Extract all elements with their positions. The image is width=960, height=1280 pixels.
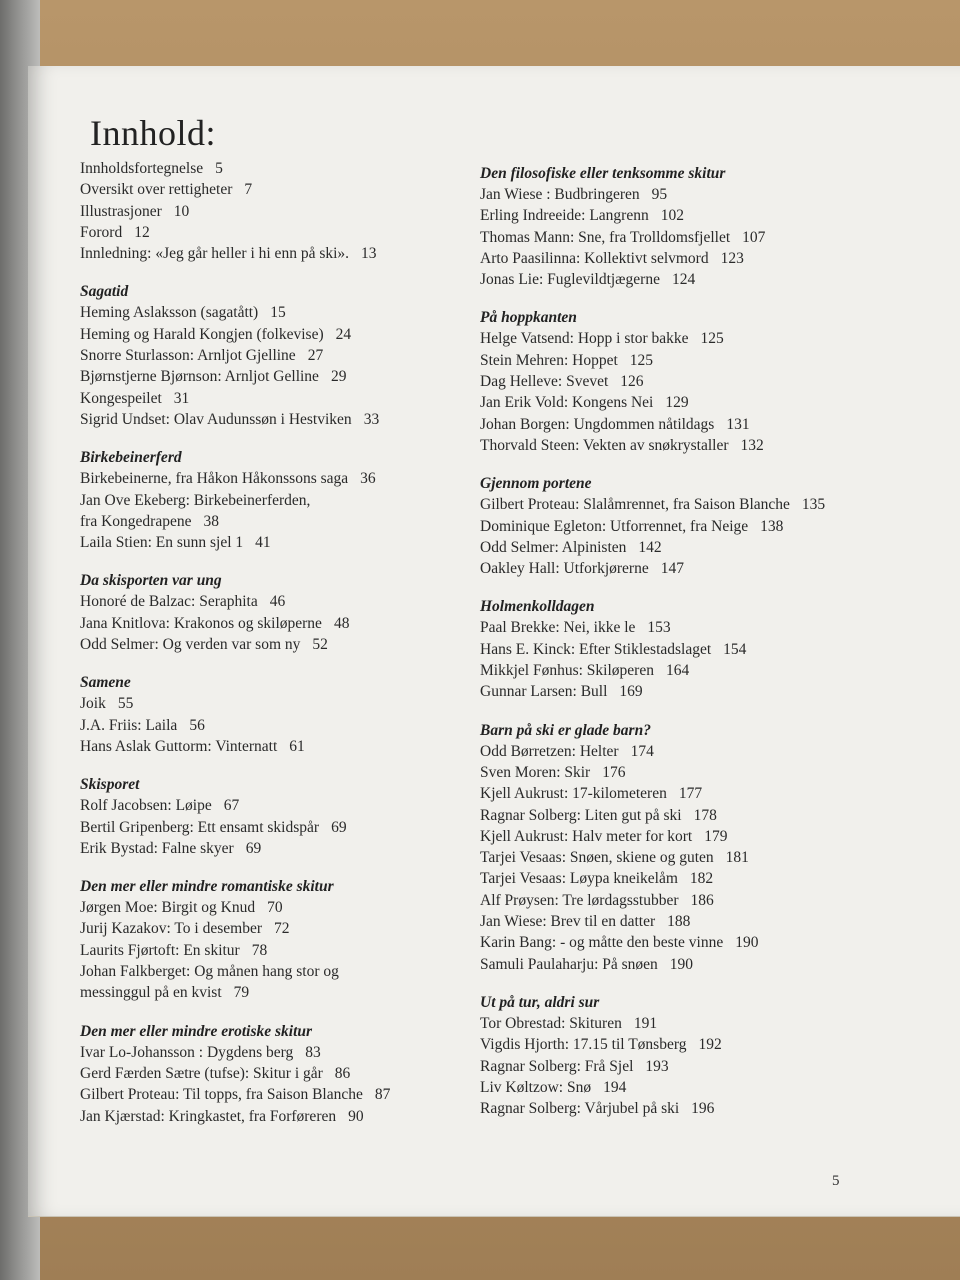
toc-section <box>80 672 450 757</box>
entry-title: Ivar Lo-Johansson : Dygdens berg <box>80 1043 294 1061</box>
entry-title: Tarjei Vesaas: Snøen, skiene og guten <box>480 849 714 867</box>
entry-title: Kjell Aukrust: 17-kilometeren <box>480 785 667 803</box>
entry-page-number: 38 <box>203 512 219 530</box>
entry-page-number: 24 <box>335 325 352 343</box>
entry-page-number: 90 <box>348 1107 364 1125</box>
entry-page-number: 153 <box>647 619 671 637</box>
section-heading: Barn på ski er glade barn? <box>480 721 651 739</box>
entry-title: messinggul på en kvist <box>80 984 222 1002</box>
toc-entry <box>80 838 450 859</box>
entry-page-number: 182 <box>689 870 714 888</box>
toc-entry <box>80 918 450 939</box>
entry-page-number: 190 <box>735 934 759 952</box>
entry-title: Heming og Harald Kongjen (folkevise) <box>80 325 324 343</box>
toc-section <box>80 281 450 430</box>
toc-entry <box>80 1106 450 1127</box>
toc-entry <box>80 324 450 345</box>
toc-right-column <box>480 163 880 1136</box>
toc-section <box>480 720 880 975</box>
toc-entry <box>480 558 880 579</box>
entry-page-number: 5 <box>215 160 223 177</box>
toc-entry <box>480 414 880 435</box>
entry-title: Hans E. Kinck: Efter Stiklestadslaget <box>480 640 712 658</box>
toc-entry <box>480 537 880 558</box>
toc-section <box>80 774 450 859</box>
entry-page-number: 36 <box>360 470 376 488</box>
entry-title: Mikkjel Fønhus: Skiløperen <box>480 662 654 680</box>
toc-entry <box>80 532 450 553</box>
toc-entry <box>80 897 450 918</box>
toc-entry <box>80 817 450 838</box>
entry-title: fra Kongedrapene <box>80 512 192 530</box>
entry-title: Alf Prøysen: Tre lørdagsstubber <box>480 891 679 909</box>
entry-page-number: 61 <box>289 737 305 755</box>
entry-title: Heming Aslaksson (sagatått) <box>80 304 259 322</box>
entry-page-number: 138 <box>760 517 784 535</box>
toc-entry <box>80 715 450 736</box>
toc-entry <box>480 435 880 456</box>
section-heading: Holmenkolldagen <box>480 598 595 616</box>
entry-page-number: 48 <box>333 614 350 632</box>
entry-title: Honoré de Balzac: Seraphita <box>80 593 258 611</box>
entry-page-number: 177 <box>678 785 703 803</box>
entry-page-number: 142 <box>638 538 662 556</box>
entry-page-number: 102 <box>660 207 684 225</box>
entry-page-number: 46 <box>269 593 286 611</box>
toc-entry <box>480 350 880 371</box>
entry-page-number: 29 <box>330 368 347 386</box>
entry-page-number: 41 <box>255 534 271 552</box>
toc-entry <box>480 392 880 413</box>
entry-title: Erik Bystad: Falne skyer <box>80 839 234 857</box>
entry-page-number: 69 <box>331 818 347 836</box>
toc-section <box>480 163 880 290</box>
entry-title: Odd Børretzen: Helter <box>480 742 619 760</box>
toc-section <box>80 158 450 264</box>
entry-page-number: 124 <box>671 271 696 289</box>
entry-title: Vigdis Hjorth: 17.15 til Tønsberg <box>480 1036 687 1054</box>
entry-page-number: 56 <box>189 716 205 734</box>
entry-page-number: 10 <box>173 202 190 220</box>
toc-entry <box>80 634 450 655</box>
entry-title: Gunnar Larsen: Bull <box>480 683 608 701</box>
toc-entry <box>80 158 450 179</box>
entry-page-number: 164 <box>665 662 690 680</box>
entry-title: Sven Moren: Skir <box>480 763 591 781</box>
toc-section <box>80 1021 450 1127</box>
toc-entry <box>80 243 450 264</box>
entry-title: Helge Vatsend: Hopp i stor bakke <box>480 330 689 348</box>
toc-entry <box>480 868 880 889</box>
toc-entry <box>480 847 880 868</box>
section-heading: Den filosofiske eller tenksomme skitur <box>480 165 726 182</box>
entry-page-number: 123 <box>720 249 744 267</box>
entry-page-number: 107 <box>742 228 766 246</box>
entry-title: Rolf Jacobsen: Løipe <box>80 797 212 815</box>
toc-entry <box>480 911 880 932</box>
entry-title: Illustrasjoner <box>80 202 162 220</box>
toc-section <box>480 992 880 1119</box>
entry-title: Dominique Egleton: Utforrennet, fra Neige <box>480 517 749 535</box>
toc-section <box>480 596 880 702</box>
entry-title: Jørgen Moe: Birgit og Knud <box>80 899 256 917</box>
toc-entry <box>480 1034 880 1055</box>
toc-entry <box>80 1063 450 1084</box>
toc-entry <box>480 371 880 392</box>
entry-page-number: 126 <box>620 373 644 391</box>
toc-entry <box>480 328 880 349</box>
section-heading: Da skisporten var ung <box>80 572 222 590</box>
toc-entry <box>480 617 880 638</box>
entry-page-number: 13 <box>361 245 377 263</box>
entry-page-number: 132 <box>740 436 764 454</box>
toc-entry <box>480 826 880 847</box>
toc-section <box>80 447 450 553</box>
entry-title: Ragnar Solberg: Vårjubel på ski <box>480 1100 680 1118</box>
entry-title: Tor Obrestad: Skituren <box>480 1014 622 1032</box>
entry-page-number: 131 <box>726 415 750 433</box>
toc-entry <box>480 227 880 248</box>
entry-title: Arto Paasilinna: Kollektivt selvmord <box>480 249 709 267</box>
toc-entry <box>80 490 450 511</box>
toc-entry <box>80 1042 450 1063</box>
toc-entry <box>80 693 450 714</box>
entry-title: Gilbert Proteau: Slalåmrennet, fra Saison Blanche <box>480 496 790 514</box>
entry-title: Snorre Sturlasson: Arnljot Gjelline <box>80 347 296 365</box>
entry-title: Jan Ove Ekeberg: Birkebeinerferden, <box>80 491 311 509</box>
entry-page-number: 194 <box>603 1078 627 1096</box>
entry-title: Odd Selmer: Og verden var som ny <box>80 636 301 654</box>
toc-entry <box>480 248 880 269</box>
entry-title: Innholdsfortegnelse <box>80 160 204 177</box>
entry-page-number: 192 <box>698 1036 722 1054</box>
toc-entry <box>480 1098 880 1119</box>
toc-entry <box>480 783 880 804</box>
entry-page-number: 147 <box>660 560 684 578</box>
entry-title: Sigrid Undset: Olav Audunssøn i Hestviken <box>80 410 352 428</box>
entry-title: Oversikt over rettigheter <box>80 181 233 199</box>
toc-entry <box>80 613 450 634</box>
toc-left-column <box>80 158 450 1144</box>
entry-page-number: 129 <box>665 394 689 412</box>
entry-title: Ragnar Solberg: Frå Sjel <box>480 1057 634 1075</box>
entry-page-number: 7 <box>244 181 253 199</box>
entry-page-number: 52 <box>312 636 328 654</box>
section-heading: Samene <box>80 674 131 692</box>
entry-title: Dag Helleve: Svevet <box>480 373 609 391</box>
entry-title: Thorvald Steen: Vekten av snøkrystaller <box>480 436 729 454</box>
toc-entry <box>80 1084 450 1105</box>
entry-page-number: 191 <box>633 1014 658 1032</box>
entry-page-number: 69 <box>245 839 262 857</box>
entry-title: J.A. Friis: Laila <box>80 716 178 734</box>
entry-page-number: 95 <box>651 186 668 203</box>
toc-section <box>80 570 450 655</box>
toc-entry <box>80 302 450 323</box>
entry-title: Bjørnstjerne Bjørnson: Arnljot Gelline <box>80 368 319 386</box>
toc-entry <box>80 468 450 489</box>
entry-title: Erling Indreeide: Langrenn <box>480 207 649 225</box>
section-heading: Sagatid <box>80 283 129 301</box>
entry-page-number: 12 <box>134 223 150 241</box>
toc-entry <box>480 184 880 205</box>
toc-entry <box>80 222 450 243</box>
toc-entry <box>480 494 880 515</box>
toc-entry <box>80 982 450 1003</box>
entry-title: Jan Kjærstad: Kringkastet, fra Forføreren <box>80 1107 337 1125</box>
entry-page-number: 15 <box>270 304 286 322</box>
toc-entry <box>80 940 450 961</box>
entry-title: Laurits Fjørtoft: En skitur <box>80 941 240 959</box>
toc-entry <box>480 932 880 953</box>
entry-page-number: 79 <box>233 984 250 1002</box>
entry-title: Tarjei Vesaas: Løypa kneikelåm <box>480 870 678 888</box>
toc-entry <box>80 511 450 532</box>
entry-title: Jana Knitlova: Krakonos og skiløperne <box>80 614 322 632</box>
section-heading: Birkebeinerferd <box>80 449 182 467</box>
entry-title: Liv Køltzow: Snø <box>480 1078 592 1096</box>
toc-entry <box>480 205 880 226</box>
toc-entry <box>80 366 450 387</box>
toc-entry <box>80 201 450 222</box>
entry-page-number: 27 <box>307 347 324 365</box>
entry-page-number: 188 <box>667 913 691 931</box>
entry-page-number: 154 <box>723 640 747 658</box>
entry-page-number: 72 <box>274 920 290 938</box>
toc-section <box>480 473 880 579</box>
page-title: Innhold: <box>90 113 216 153</box>
toc-entry <box>80 388 450 409</box>
entry-page-number: 174 <box>630 742 654 760</box>
entry-page-number: 186 <box>690 891 714 909</box>
entry-title: Jan Wiese : Budbringeren <box>480 186 640 203</box>
entry-page-number: 78 <box>251 941 268 959</box>
section-heading: På hoppkanten <box>480 309 577 327</box>
toc-entry <box>480 681 880 702</box>
toc-entry <box>80 591 450 612</box>
section-heading: Gjennom portene <box>480 475 592 493</box>
toc-entry <box>480 954 880 975</box>
entry-page-number: 181 <box>725 849 749 867</box>
entry-title: Birkebeinerne, fra Håkon Håkonssons saga <box>80 470 349 488</box>
entry-title: Johan Falkberget: Og månen hang stor og <box>80 963 339 981</box>
entry-page-number: 31 <box>173 389 190 407</box>
entry-page-number: 55 <box>117 695 134 713</box>
toc-entry <box>480 639 880 660</box>
toc-entry <box>480 516 880 537</box>
entry-page-number: 193 <box>645 1057 669 1075</box>
entry-page-number: 190 <box>669 955 694 973</box>
entry-title: Kjell Aukrust: Halv meter for kort <box>480 827 693 845</box>
toc-entry <box>80 179 450 200</box>
toc-entry <box>480 805 880 826</box>
toc-entry <box>80 409 450 430</box>
section-heading: Den mer eller mindre romantiske skitur <box>80 878 334 896</box>
toc-entry <box>480 741 880 762</box>
entry-page-number: 70 <box>267 899 283 917</box>
toc-section <box>480 307 880 456</box>
section-heading: Den mer eller mindre erotiske skitur <box>80 1022 313 1040</box>
entry-page-number: 196 <box>691 1100 715 1118</box>
entry-title: Jonas Lie: Fuglevildtjægerne <box>480 271 660 289</box>
entry-page-number: 125 <box>629 351 654 369</box>
entry-page-number: 33 <box>363 410 380 428</box>
entry-title: Jurij Kazakov: To i desember <box>80 920 262 938</box>
toc-entry <box>80 736 450 757</box>
entry-title: Innledning: «Jeg går heller i hi enn på ski». <box>80 245 350 263</box>
entry-page-number: 176 <box>602 763 626 781</box>
entry-page-number: 67 <box>223 797 240 815</box>
toc-entry <box>80 795 450 816</box>
entry-title: Jan Erik Vold: Kongens Nei <box>480 394 654 412</box>
entry-title: Gerd Færden Sætre (tufse): Skitur i går <box>80 1064 323 1082</box>
entry-title: Thomas Mann: Sne, fra Trolldomsfjellet <box>480 228 731 246</box>
toc-entry <box>480 660 880 681</box>
toc-entry <box>480 1077 880 1098</box>
entry-page-number: 87 <box>374 1086 391 1104</box>
section-heading: Ut på tur, aldri sur <box>480 993 600 1011</box>
entry-title: Karin Bang: - og måtte den beste vinne <box>480 934 724 952</box>
toc-section <box>80 876 450 1003</box>
entry-title: Ragnar Solberg: Liten gut på ski <box>480 806 682 824</box>
entry-page-number: 86 <box>334 1064 351 1082</box>
entry-page-number: 179 <box>704 827 728 845</box>
entry-title: Hans Aslak Guttorm: Vinternatt <box>80 737 278 755</box>
entry-title: Laila Stien: En sunn sjel 1 <box>80 534 244 552</box>
entry-title: Jan Wiese: Brev til en datter <box>480 913 656 931</box>
toc-entry <box>480 269 880 290</box>
entry-page-number: 83 <box>305 1043 321 1061</box>
entry-title: Stein Mehren: Hoppet <box>480 351 618 369</box>
entry-title: Odd Selmer: Alpinisten <box>480 538 627 556</box>
page-number: 5 <box>832 1173 840 1189</box>
entry-title: Kongespeilet <box>80 389 162 407</box>
toc-entry <box>80 961 450 982</box>
toc-entry <box>80 345 450 366</box>
entry-page-number: 169 <box>619 683 643 701</box>
entry-title: Paal Brekke: Nei, ikke le <box>480 619 636 637</box>
entry-title: Bertil Gripenberg: Ett ensamt skidspår <box>80 818 320 836</box>
entry-title: Forord <box>80 223 123 241</box>
entry-title: Gilbert Proteau: Til topps, fra Saison Blanche <box>80 1086 363 1104</box>
entry-page-number: 178 <box>693 806 717 824</box>
section-heading: Skisporet <box>80 776 140 794</box>
toc-entry <box>480 890 880 911</box>
toc-entry <box>480 762 880 783</box>
toc-entry <box>480 1013 880 1034</box>
entry-title: Samuli Paulaharju: På snøen <box>480 955 658 973</box>
entry-title: Oakley Hall: Utforkjørerne <box>480 560 649 578</box>
entry-title: Joik <box>80 695 106 713</box>
toc-entry <box>480 1056 880 1077</box>
entry-page-number: 125 <box>700 330 724 348</box>
entry-title: Johan Borgen: Ungdommen nåtildags <box>480 415 715 433</box>
entry-page-number: 135 <box>801 496 826 514</box>
